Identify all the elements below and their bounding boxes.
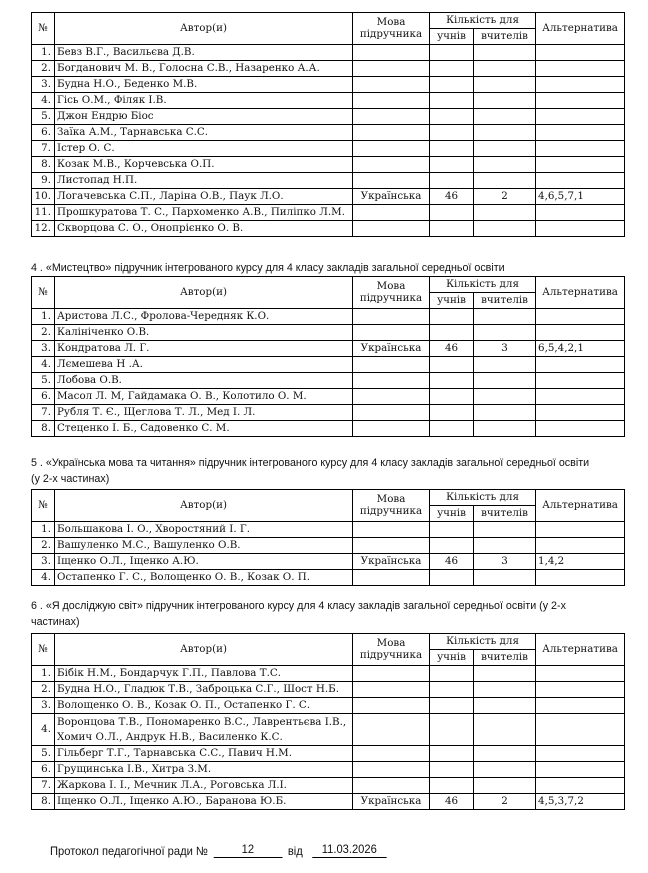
row-students [430,522,474,538]
row-teachers [474,205,536,221]
row-alternative [536,61,625,77]
col-authors: Автор(и) [55,13,353,45]
row-alternative [536,45,625,61]
row-language [353,421,430,437]
col-authors: Автор(и) [55,490,353,522]
row-num: 4. [32,357,55,373]
row-num: 2. [32,538,55,554]
protocol-from-label: від [287,844,303,858]
table-row [32,778,625,794]
col-students: учнів [430,506,474,522]
row-authors: Волощенко О. В., Козак О. П., Остапенко Г. С. [55,698,353,714]
row-teachers [474,373,536,389]
row-authors: Аристова Л.С., Фролова-Чередняк К.О. [55,309,353,325]
row-language [353,373,430,389]
row-authors: Жаркова І. І., Мечник Л.А., Роговська Л.І. [55,778,353,794]
row-teachers [474,762,536,778]
row-students [430,205,474,221]
table-row [32,325,625,341]
row-language [353,778,430,794]
row-alternative [536,157,625,173]
row-authors: Масол Л. М, Гайдамака О. В., Колотило О. М. [55,389,353,405]
row-authors: Вашуленко М.С., Вашуленко О.В. [55,538,353,554]
table-row [32,570,625,586]
row-num: 8. [32,794,55,810]
table-row [32,93,625,109]
row-alternative [536,325,625,341]
row-authors: Іщенко О.Л., Іщенко А.Ю., Баранова Ю.Б. [55,794,353,810]
row-alternative: 6,5,4,2,1 [536,341,625,357]
table-row [32,389,625,405]
row-language [353,141,430,157]
row-authors: Скворцова С. О., Онопрієнко О. В. [55,221,353,237]
row-alternative [536,538,625,554]
row-students [430,125,474,141]
row-num: 5. [32,746,55,762]
col-quantity-group: Кількість для [430,490,536,506]
col-num: № [32,277,55,309]
row-authors: Прошкуратова Т. С., Пархоменко А.В., Пиліпко Л.М. [55,205,353,221]
section-heading-i-explore-world: 6 . «Я досліджую світ» підручник інтегрованого курсу для 4 класу закладів загальної середньої освіти (у 2-х частинах) [31,600,566,628]
row-num: 4. [32,714,55,746]
row-authors: Листопад Н.П. [55,173,353,189]
row-students [430,325,474,341]
textbook-table-i-explore-world [31,633,625,810]
col-alternative: Альтернатива [536,13,625,45]
row-num: 9. [32,173,55,189]
row-students [430,746,474,762]
row-alternative [536,109,625,125]
row-teachers [474,666,536,682]
textbook-table-ukrainian-reading [31,489,625,586]
row-teachers [474,570,536,586]
row-students [430,77,474,93]
row-students [430,45,474,61]
table-row [32,109,625,125]
col-language: Мова підручника [353,13,430,45]
row-alternative: 4,5,3,7,2 [536,794,625,810]
protocol-number-field: 12 [213,842,282,858]
row-teachers [474,522,536,538]
row-language [353,221,430,237]
row-language [353,45,430,61]
row-teachers [474,125,536,141]
row-language: Українська [353,189,430,205]
row-teachers [474,173,536,189]
row-teachers [474,45,536,61]
row-authors: Істер О. С. [55,141,353,157]
row-authors: Стеценко І. Б., Садовенко С. М. [55,421,353,437]
table-row [32,682,625,698]
row-authors: Остапенко Г. С., Волощенко О. В., Козак О. П. [55,570,353,586]
row-num: 3. [32,341,55,357]
row-students [430,538,474,554]
row-alternative [536,173,625,189]
row-language [353,714,430,746]
row-num: 5. [32,373,55,389]
col-teachers: вчителів [474,29,536,45]
row-teachers [474,698,536,714]
table-row [32,45,625,61]
row-alternative [536,77,625,93]
row-num: 3. [32,698,55,714]
row-teachers: 3 [474,554,536,570]
row-students [430,61,474,77]
table-row [32,357,625,373]
row-teachers [474,109,536,125]
row-teachers [474,141,536,157]
row-alternative [536,125,625,141]
row-language: Українська [353,341,430,357]
row-alternative [536,762,625,778]
row-teachers [474,325,536,341]
row-num: 1. [32,45,55,61]
col-language: Мова підручника [353,277,430,309]
row-alternative [536,309,625,325]
row-alternative [536,714,625,746]
row-alternative: 1,4,2 [536,554,625,570]
col-num: № [32,490,55,522]
row-teachers [474,746,536,762]
row-teachers [474,357,536,373]
table-row [32,77,625,93]
row-language [353,682,430,698]
row-authors: Бібік Н.М., Бондарчук Г.П., Павлова Т.С. [55,666,353,682]
row-num: 5. [32,109,55,125]
table-row [32,421,625,437]
row-students [430,373,474,389]
row-alternative [536,746,625,762]
section-heading-art: 4 . «Мистецтво» підручник інтегрованого курсу для 4 класу закладів загальної середньої освіти [31,262,505,274]
table-row [32,522,625,538]
row-language [353,157,430,173]
row-teachers [474,77,536,93]
row-alternative [536,205,625,221]
protocol-label: Протокол педагогічної ради № [50,844,208,858]
row-teachers [474,421,536,437]
row-teachers [474,93,536,109]
row-students: 46 [430,189,474,205]
row-num: 1. [32,522,55,538]
table-row [32,405,625,421]
row-language [353,405,430,421]
section-heading-ukrainian-reading: 5 . «Українська мова та читання» підручник інтегрованого курсу для 4 класу закладів загальної середньої освіти (у 2-х частинах) [31,457,590,485]
col-alternative: Альтернатива [536,490,625,522]
row-alternative [536,141,625,157]
row-language [353,666,430,682]
table-row [32,762,625,778]
row-alternative [536,570,625,586]
row-alternative [536,405,625,421]
table-row [32,189,625,205]
row-language [353,538,430,554]
row-teachers [474,157,536,173]
row-students [430,682,474,698]
col-students: учнів [430,29,474,45]
col-quantity-group: Кількість для [430,634,536,650]
row-num: 6. [32,389,55,405]
row-num: 2. [32,682,55,698]
col-quantity-group: Кількість для [430,277,536,293]
col-num: № [32,634,55,666]
table-row [32,746,625,762]
col-language: Мова підручника [353,634,430,666]
row-authors: Лємешева Н .А. [55,357,353,373]
table-row [32,61,625,77]
col-num: № [32,13,55,45]
table-row [32,141,625,157]
row-language [353,325,430,341]
row-students [430,762,474,778]
row-students: 46 [430,794,474,810]
row-language [353,698,430,714]
row-authors: Рубля Т. Є., Щеглова Т. Л., Мед І. Л. [55,405,353,421]
col-alternative: Альтернатива [536,634,625,666]
row-num: 7. [32,778,55,794]
row-language [353,109,430,125]
row-num: 8. [32,157,55,173]
row-students [430,714,474,746]
row-num: 1. [32,666,55,682]
table-row [32,221,625,237]
row-alternative [536,778,625,794]
row-teachers [474,682,536,698]
row-language [353,93,430,109]
row-students [430,109,474,125]
table-row [32,373,625,389]
col-alternative: Альтернатива [536,277,625,309]
row-alternative [536,389,625,405]
row-language [353,309,430,325]
row-students [430,405,474,421]
row-students [430,173,474,189]
row-language [353,173,430,189]
row-num: 8. [32,421,55,437]
row-language [353,570,430,586]
table-row [32,341,625,357]
row-language [353,125,430,141]
table-row [32,205,625,221]
table-row [32,554,625,570]
col-students: учнів [430,650,474,666]
row-authors: Воронцова Т.В., Пономаренко В.С., Лаврентьєва І.В., Хомич О.Л., Андрук Н.В., Василенко К.С. [55,714,353,746]
row-alternative [536,666,625,682]
row-authors: Богданович М. В., Голосна С.В., Назаренко А.А. [55,61,353,77]
col-language: Мова підручника [353,490,430,522]
row-language [353,357,430,373]
row-teachers [474,714,536,746]
table-row [32,794,625,810]
row-alternative [536,373,625,389]
row-num: 12. [32,221,55,237]
row-students [430,309,474,325]
row-alternative [536,221,625,237]
table-row [32,309,625,325]
row-authors: Козак М.В., Корчевська О.П. [55,157,353,173]
col-students: учнів [430,293,474,309]
row-language [353,77,430,93]
row-students [430,570,474,586]
row-teachers: 2 [474,794,536,810]
row-students [430,357,474,373]
row-teachers: 3 [474,341,536,357]
row-teachers [474,538,536,554]
row-alternative [536,682,625,698]
table-row [32,666,625,682]
col-teachers: вчителів [474,506,536,522]
row-num: 6. [32,762,55,778]
row-students [430,141,474,157]
table-row [32,157,625,173]
row-teachers: 2 [474,189,536,205]
row-num: 1. [32,309,55,325]
row-students [430,389,474,405]
row-students [430,221,474,237]
row-students [430,666,474,682]
protocol-date-field: 11.03.2026 [312,842,386,858]
col-authors: Автор(и) [55,634,353,666]
row-authors: Джон Ендрю Біос [55,109,353,125]
row-authors: Будна Н.О., Гладюк Т.В., Заброцька С.Г., Шост Н.Б. [55,682,353,698]
row-num: 11. [32,205,55,221]
row-authors: Бевз В.Г., Васильєва Д.В. [55,45,353,61]
row-alternative [536,357,625,373]
row-authors: Заїка А.М., Тарнавська С.С. [55,125,353,141]
row-num: 4. [32,93,55,109]
col-teachers: вчителів [474,650,536,666]
protocol-footer [50,842,392,858]
col-quantity-group: Кількість для [430,13,536,29]
row-teachers [474,61,536,77]
row-alternative [536,698,625,714]
row-authors: Логачевська С.П., Ларіна О.В., Паук Л.О. [55,189,353,205]
row-num: 2. [32,61,55,77]
row-language: Українська [353,794,430,810]
row-authors: Будна Н.О., Беденко М.В. [55,77,353,93]
row-teachers [474,778,536,794]
row-students [430,421,474,437]
row-num: 4. [32,570,55,586]
row-students: 46 [430,554,474,570]
row-language [353,746,430,762]
row-language [353,205,430,221]
row-language [353,522,430,538]
table-row [32,698,625,714]
col-teachers: вчителів [474,293,536,309]
row-language [353,61,430,77]
row-teachers [474,309,536,325]
row-alternative [536,93,625,109]
row-authors: Лобова О.В. [55,373,353,389]
row-students [430,157,474,173]
row-teachers [474,405,536,421]
row-alternative [536,421,625,437]
row-teachers [474,389,536,405]
row-teachers [474,221,536,237]
row-authors: Большакова І. О., Хворостяний І. Г. [55,522,353,538]
row-num: 3. [32,77,55,93]
textbook-table-art [31,276,625,437]
table-row [32,538,625,554]
col-authors: Автор(и) [55,277,353,309]
row-num: 7. [32,141,55,157]
row-students [430,778,474,794]
row-authors: Гільберг Т.Г., Тарнавська С.С., Павич Н.М. [55,746,353,762]
row-students [430,698,474,714]
row-language: Українська [353,554,430,570]
row-num: 10. [32,189,55,205]
row-num: 3. [32,554,55,570]
row-authors: Іщенко О.Л., Іщенко А.Ю. [55,554,353,570]
textbook-table-1 [31,12,625,237]
row-alternative [536,522,625,538]
table-row [32,125,625,141]
row-authors: Гісь О.М., Філяк І.В. [55,93,353,109]
row-authors: Кондратова Л. Г. [55,341,353,357]
row-num: 7. [32,405,55,421]
row-num: 6. [32,125,55,141]
row-language [353,389,430,405]
table-row [32,173,625,189]
row-students: 46 [430,341,474,357]
row-authors: Грущинська І.В., Хитра З.М. [55,762,353,778]
table-row [32,714,625,746]
row-language [353,762,430,778]
row-alternative: 4,6,5,7,1 [536,189,625,205]
row-students [430,93,474,109]
row-authors: Калініченко О.В. [55,325,353,341]
row-num: 2. [32,325,55,341]
